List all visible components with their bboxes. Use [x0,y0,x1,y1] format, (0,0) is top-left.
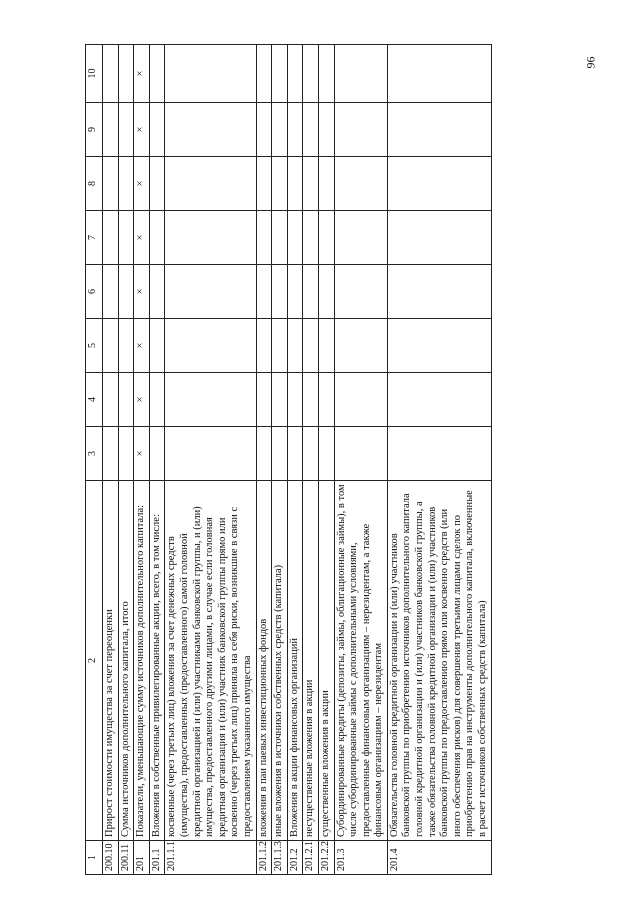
value-cell [272,319,288,373]
row-code: 201.1.3 [272,841,288,875]
value-cell [287,157,303,211]
value-cell [303,157,319,211]
value-cell [272,157,288,211]
value-cell [256,265,272,319]
row-code: 201.1 [149,841,165,875]
row-description: Вложения в акции финансовых организаций [287,481,303,841]
value-cell [287,427,303,481]
row-description: Вложения в собственные привилегированные акции, всего, в том числе: [149,481,165,841]
value-cell [334,373,387,427]
column-header: 5 [86,319,103,373]
table-row [103,45,119,875]
value-cell [165,157,256,211]
value-cell [118,265,134,319]
header-row [86,45,103,875]
value-cell [103,427,119,481]
row-code: 201.4 [387,841,491,875]
row-description: Прирост стоимости имущества за счет переоценки [103,481,119,841]
value-cell [118,103,134,157]
value-cell [149,157,165,211]
row-code: 201.2.2 [318,841,334,875]
row-code: 201.3 [334,841,387,875]
value-cell: × [134,211,150,265]
value-cell [256,373,272,427]
row-description: существенные вложения в акции [318,481,334,841]
value-cell: × [134,45,150,103]
value-cell [318,373,334,427]
value-cell [303,319,319,373]
row-description: иные вложения в источники собственных средств (капитала) [272,481,288,841]
value-cell [318,211,334,265]
value-cell [118,427,134,481]
table-row [303,45,319,875]
table-row [387,45,491,875]
value-cell [149,45,165,103]
row-description: Субординированные кредиты (депозиты, займы, облигационные займы), в том числе субординированные займы с дополнительными условиями, предоставленные финансовым организациям – нерезидентам, а также финансовым организациям – нерезидентам [334,481,387,841]
table-row [256,45,272,875]
value-cell [387,211,491,265]
value-cell [103,103,119,157]
column-header: 4 [86,373,103,427]
row-description: Сумма источников дополнительного капитала, итого [118,481,134,841]
value-cell [103,211,119,265]
value-cell [334,427,387,481]
table-body [103,45,492,875]
value-cell [165,319,256,373]
value-cell [165,265,256,319]
row-code: 201.2.1 [303,841,319,875]
value-cell [387,157,491,211]
value-cell [165,427,256,481]
row-description: Обязательства головной кредитной организации и (или) участников банковской группы по приобретению источников дополнительного капитала головной кредитной организации и (или) участников банковской группы, а также обязательства головной кредитной организации и (или) участников банковской группы по предоставлению прямо или косвенно средств (или иного обеспечения рисков) для совершения третьими лицами сделок по приобретению прав на инструменты дополнительного капитала, включенные в расчет источников собственных средств (капитала) [387,481,491,841]
value-cell [318,265,334,319]
table-row [118,45,134,875]
value-cell [303,373,319,427]
data-table [85,44,492,875]
value-cell [303,427,319,481]
value-cell [103,157,119,211]
value-cell [272,265,288,319]
column-header: 3 [86,427,103,481]
value-cell [303,265,319,319]
value-cell [387,319,491,373]
value-cell [256,103,272,157]
value-cell [103,265,119,319]
value-cell [387,373,491,427]
value-cell [256,157,272,211]
row-description: Показатели, уменьшающие сумму источников дополнительного капитала: [134,481,150,841]
column-header: 6 [86,265,103,319]
value-cell [387,265,491,319]
value-cell [318,157,334,211]
row-code: 201.1.1 [165,841,256,875]
column-header: 7 [86,211,103,265]
value-cell [149,319,165,373]
value-cell [272,103,288,157]
value-cell [118,45,134,103]
value-cell [318,45,334,103]
table-row [334,45,387,875]
value-cell [334,211,387,265]
value-cell [387,45,491,103]
value-cell [256,427,272,481]
value-cell [387,427,491,481]
value-cell [287,373,303,427]
value-cell: × [134,319,150,373]
value-cell [118,373,134,427]
column-header: 10 [86,45,103,103]
value-cell [334,265,387,319]
value-cell [287,211,303,265]
value-cell [334,157,387,211]
value-cell [303,103,319,157]
value-cell [149,211,165,265]
value-cell: × [134,103,150,157]
value-cell [272,45,288,103]
table-row [149,45,165,875]
row-code: 200.11 [118,841,134,875]
value-cell [103,373,119,427]
value-cell [318,427,334,481]
value-cell [256,211,272,265]
row-code: 201.2 [287,841,303,875]
value-cell [272,373,288,427]
row-description: несущественные вложения в акции [303,481,319,841]
column-header: 8 [86,157,103,211]
value-cell [287,265,303,319]
value-cell [334,103,387,157]
value-cell [256,319,272,373]
value-cell [165,103,256,157]
table-row [287,45,303,875]
table-row [165,45,256,875]
value-cell: × [134,373,150,427]
value-cell [334,45,387,103]
page-number: 96 [583,56,598,69]
value-cell [256,45,272,103]
value-cell [272,211,288,265]
value-cell: × [134,265,150,319]
column-header: 2 [86,481,103,841]
value-cell [272,427,288,481]
value-cell [149,265,165,319]
value-cell [165,45,256,103]
table-row [318,45,334,875]
row-description: косвенные (через третьих лиц) вложения за счет денежных средств (имущества), предоставленных (предоставленного) самой головной кредитной организацией и (или) участниками банковской группы, и (или) имущества, предоставленного другими лицами, в случае если головная кредитная организация и (или) участник банковской группы прямо или косвенно (через третьих лиц) приняла на себя риски, возникшие в связи с предоставлением указанного имущества [165,481,256,841]
row-code: 201 [134,841,150,875]
value-cell [149,427,165,481]
value-cell [118,211,134,265]
value-cell [318,319,334,373]
value-cell [334,319,387,373]
value-cell [118,157,134,211]
value-cell [165,211,256,265]
value-cell [387,103,491,157]
value-cell [103,319,119,373]
value-cell [287,45,303,103]
row-code: 201.1.2 [256,841,272,875]
rotated-table-container [85,45,581,875]
value-cell [149,103,165,157]
value-cell [103,45,119,103]
row-code: 200.10 [103,841,119,875]
column-header: 1 [86,841,103,875]
value-cell [287,103,303,157]
table-row [134,45,150,875]
value-cell [303,45,319,103]
table-row [272,45,288,875]
value-cell: × [134,427,150,481]
value-cell: × [134,157,150,211]
row-description: вложения в паи паевых инвестиционных фондов [256,481,272,841]
value-cell [149,373,165,427]
value-cell [318,103,334,157]
value-cell [165,373,256,427]
value-cell [303,211,319,265]
column-header: 9 [86,103,103,157]
value-cell [118,319,134,373]
value-cell [287,319,303,373]
